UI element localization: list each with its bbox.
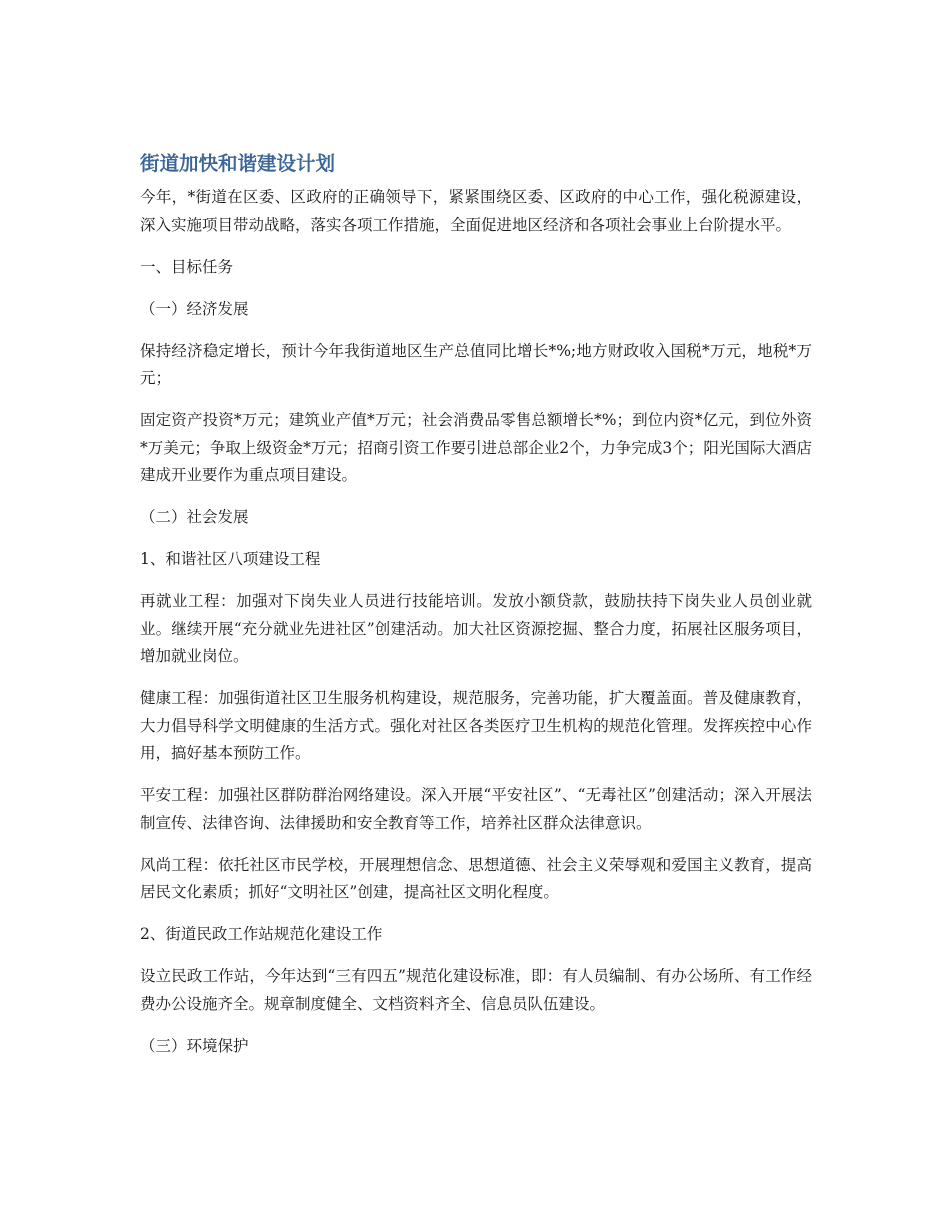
subsection-heading-economy: （一）经济发展	[140, 299, 249, 318]
subsection-heading-environment: （三）环境保护	[140, 1036, 249, 1055]
intro-paragraph: 今年，*街道在区委、区政府的正确领导下，紧紧围绕区委、区政府的中心工作，强化税源建设，深入实施项目带动战略，落实各项工作措施，全面促进地区经济和各项社会事业上台阶提水平。	[140, 188, 812, 234]
health-paragraph: 健康工程：加强街道社区卫生服务机构建设，规范服务，完善功能，扩大覆盖面。普及健康教育，大力倡导科学文明健康的生活方式。强化对社区各类医疗卫生机构的规范化管理。发挥疾控中心作用，搞好基本预防工作。	[140, 689, 812, 762]
document-title: 街道加快和谐建设计划	[140, 152, 336, 175]
document-body	[140, 150, 812, 1075]
safety-paragraph: 平安工程：加强社区群防群治网络建设。深入开展“平安社区”、“无毒社区”创建活动；深入开展法制宣传、法律咨询、法律援助和安全教育等工作，培养社区群众法律意识。	[140, 786, 812, 832]
economy-paragraph-2: 固定资产投资*万元；建筑业产值*万元；社会消费品零售总额增长*%；到位内资*亿元，到位外资*万美元；争取上级资金*万元；招商引资工作要引进总部企业2个，力争完成3个；阳光国际大酒店建成开业要作为重点项目建设。	[140, 411, 812, 484]
civil-affairs-paragraph: 设立民政工作站，今年达到“三有四五”规范化建设标准，即：有人员编制、有办公场所、有工作经费办公设施齐全。规章制度健全、文档资料齐全、信息员队伍建设。	[140, 967, 812, 1013]
section-heading-goals: 一、目标任务	[140, 257, 234, 276]
economy-paragraph-1: 保持经济稳定增长，预计今年我街道地区生产总值同比增长*%;地方财政收入国税*万元，地税*万元；	[140, 341, 812, 387]
civility-paragraph: 风尚工程：依托社区市民学校，开展理想信念、思想道德、社会主义荣辱观和爱国主义教育，提高居民文化素质；抓好“文明社区”创建，提高社区文明化程度。	[140, 855, 812, 901]
subsection-heading-society: （二）社会发展	[140, 508, 249, 526]
item-heading-civil-affairs: 2、街道民政工作站规范化建设工作	[140, 925, 383, 943]
reemployment-paragraph: 再就业工程：加强对下岗失业人员进行技能培训。发放小额贷款，鼓励扶持下岗失业人员创业就业。继续开展“充分就业先进社区”创建活动。加大社区资源挖掘、整合力度，拓展社区服务项目，增加就业岗位。	[140, 592, 812, 665]
item-heading-harmony-projects: 1、和谐社区八项建设工程	[140, 550, 321, 568]
